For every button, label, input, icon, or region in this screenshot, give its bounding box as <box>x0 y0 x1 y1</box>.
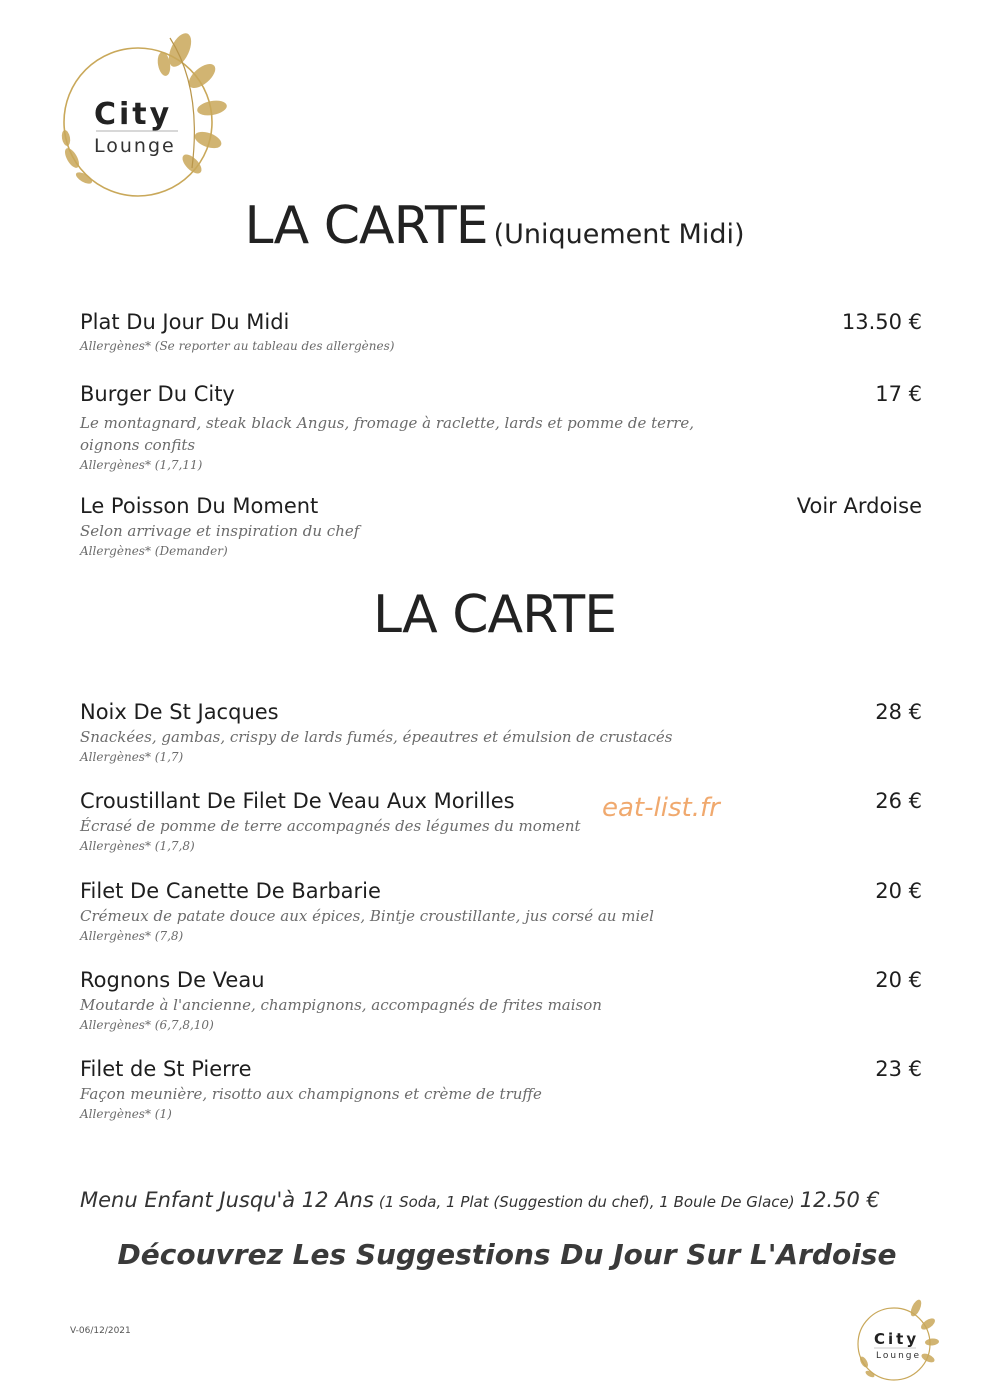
item-name: Croustillant De Filet De Veau Aux Morilles <box>80 789 515 813</box>
kids-menu <box>80 1188 940 1212</box>
item-allergens: Allergènes* (Demander) <box>80 544 228 558</box>
item-allergens: Allergènes* (1) <box>80 1107 172 1121</box>
item-description: Crémeux de patate douce aux épices, Bintje croustillante, jus corsé au miel <box>80 907 654 925</box>
watermark: eat-list.fr <box>602 793 720 823</box>
item-price: 17 € <box>875 382 922 406</box>
item-name: Burger Du City <box>80 382 235 406</box>
item-price: 28 € <box>875 700 922 724</box>
item-description: Écrasé de pomme de terre accompagnés des légumes du moment <box>80 817 581 835</box>
item-name: Rognons De Veau <box>80 968 265 992</box>
item-allergens: Allergènes* (1,7,8) <box>80 839 195 853</box>
section1-heading: LA CARTE <box>244 196 488 256</box>
logo-city-text: City <box>94 97 173 132</box>
menu-item <box>80 494 922 560</box>
item-name: Plat Du Jour Du Midi <box>80 310 290 334</box>
item-name: Le Poisson Du Moment <box>80 494 319 518</box>
item-allergens: Allergènes* (1,7) <box>80 750 184 764</box>
section1-title <box>0 196 989 256</box>
logo-small-city-text: City <box>874 1330 920 1348</box>
item-allergens: Allergènes* (Se reporter au tableau des allergènes) <box>80 339 395 353</box>
item-description: Façon meunière, risotto aux champignons et crème de truffe <box>80 1085 542 1103</box>
item-allergens: Allergènes* (6,7,8,10) <box>80 1018 214 1032</box>
item-name: Noix De St Jacques <box>80 700 279 724</box>
item-description: Moutarde à l'ancienne, champignons, accompagnés de frites maison <box>80 996 602 1014</box>
menu-item <box>80 700 922 766</box>
item-price: 23 € <box>875 1057 922 1081</box>
city-lounge-logo <box>52 28 228 208</box>
item-price: 20 € <box>875 879 922 903</box>
item-allergens: Allergènes* (7,8) <box>80 929 184 943</box>
menu-item <box>80 1057 922 1123</box>
item-price: Voir Ardoise <box>796 494 922 518</box>
kids-menu-label: Menu Enfant Jusqu'à 12 Ans <box>80 1188 374 1212</box>
suggestions-banner: Découvrez Les Suggestions Du Jour Sur L'Ardoise <box>117 1238 897 1271</box>
item-description: Le montagnard, steak black Angus, fromage à raclette, lards et pomme de terre, oignons confits <box>80 414 695 454</box>
kids-menu-price: 12.50 € <box>799 1188 880 1212</box>
menu-item <box>80 382 922 474</box>
section1-subtitle: (Uniquement Midi) <box>493 219 745 250</box>
item-name: Filet De Canette De Barbarie <box>80 879 381 903</box>
menu-item <box>80 310 922 355</box>
section2-title: LA CARTE <box>372 585 617 645</box>
version-label: V-06/12/2021 <box>70 1326 131 1336</box>
item-price: 20 € <box>875 968 922 992</box>
item-description: Snackées, gambas, crispy de lards fumés, épeautres et émulsion de crustacés <box>80 728 673 746</box>
menu-item <box>80 968 922 1034</box>
item-description: Selon arrivage et inspiration du chef <box>80 522 360 540</box>
item-price: 26 € <box>875 789 922 813</box>
city-lounge-logo-small <box>854 1298 940 1386</box>
item-name: Filet de St Pierre <box>80 1057 252 1081</box>
menu-item <box>80 879 922 945</box>
kids-menu-detail: (1 Soda, 1 Plat (Suggestion du chef), 1 Boule De Glace) <box>378 1193 795 1211</box>
menu-item <box>80 789 922 855</box>
logo-lounge-text: Lounge <box>94 135 176 157</box>
item-allergens: Allergènes* (1,7,11) <box>80 458 203 472</box>
logo-small-lounge-text: Lounge <box>876 1351 922 1361</box>
item-price: 13.50 € <box>841 310 922 334</box>
